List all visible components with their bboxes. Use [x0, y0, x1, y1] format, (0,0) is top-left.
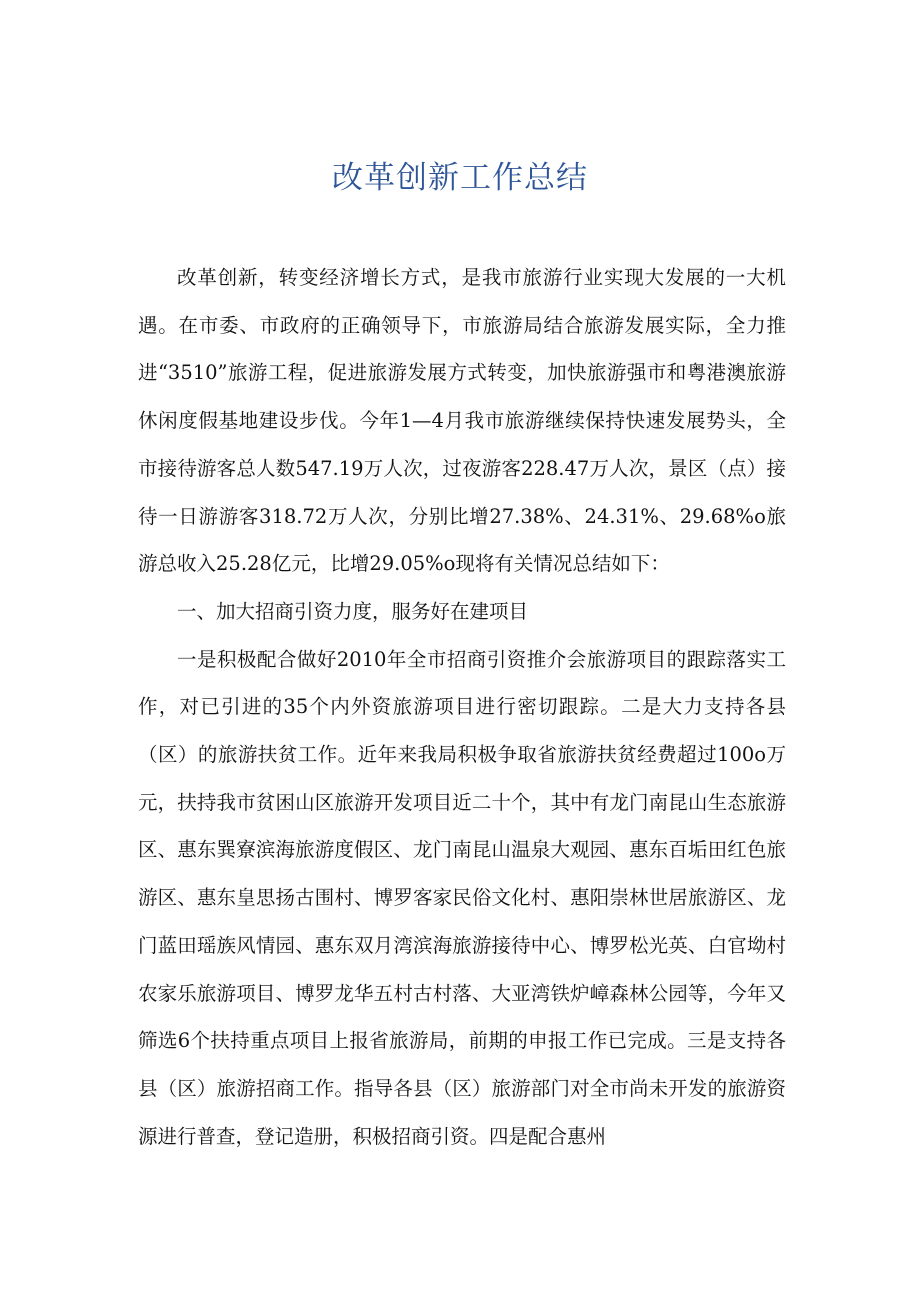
- section-heading: 一、加大招商引资力度，服务好在建项目: [177, 599, 529, 623]
- paragraph-intro: 改革创新，转变经济增长方式，是我市旅游行业实现大发展的一大机遇。在市委、市政府的正确领导下，市旅游局结合旅游发展实际，全力推进“3510”旅游工程，促进旅游发展方式转变，加快旅游强市和粤港澳旅游休闲度假基地建设步伐。今年1—4月我市旅游继续保持快速发展势头，全市接待游客总人数547.19万人次，过夜游客228.47万人次，景区（点）接待一日游游客318.72万人次，分别比增27.38%、24.31%、29.68%o旅游总收入25.28亿元，比增29.05%o现将有关情况总结如下：: [138, 266, 786, 576]
- paragraph-section-1: 一是积极配合做好2010年全市招商引资推介会旅游项目的跟踪落实工作，对已引进的35个内外资旅游项目进行密切跟踪。二是大力支持各县（区）的旅游扶贫工作。近年来我局积极争取省旅游扶贫经费超过100o万元，扶持我市贫困山区旅游开发项目近二十个，其中有龙门南昆山生态旅游区、惠东巽寮滨海旅游度假区、龙门南昆山温泉大观园、惠东百垢田红色旅游区、惠东皇思扬古围村、博罗客家民俗文化村、惠阳崇林世居旅游区、龙门蓝田瑶族风情园、惠东双月湾滨海旅游接待中心、博罗松光英、白官坳村农家乐旅游项目、博罗龙华五村古村落、大亚湾铁炉嶂森林公园等，今年又筛选6个扶持重点项目上报省旅游局，前期的申报工作已完成。三是支持各县（区）旅游招商工作。指导各县（区）旅游部门对全市尚未开发的旅游资源进行普查，登记造册，积极招商引资。四是配合惠州: [138, 647, 786, 1148]
- document-title: 改革创新工作总结: [332, 160, 588, 196]
- document-body: [138, 254, 786, 1160]
